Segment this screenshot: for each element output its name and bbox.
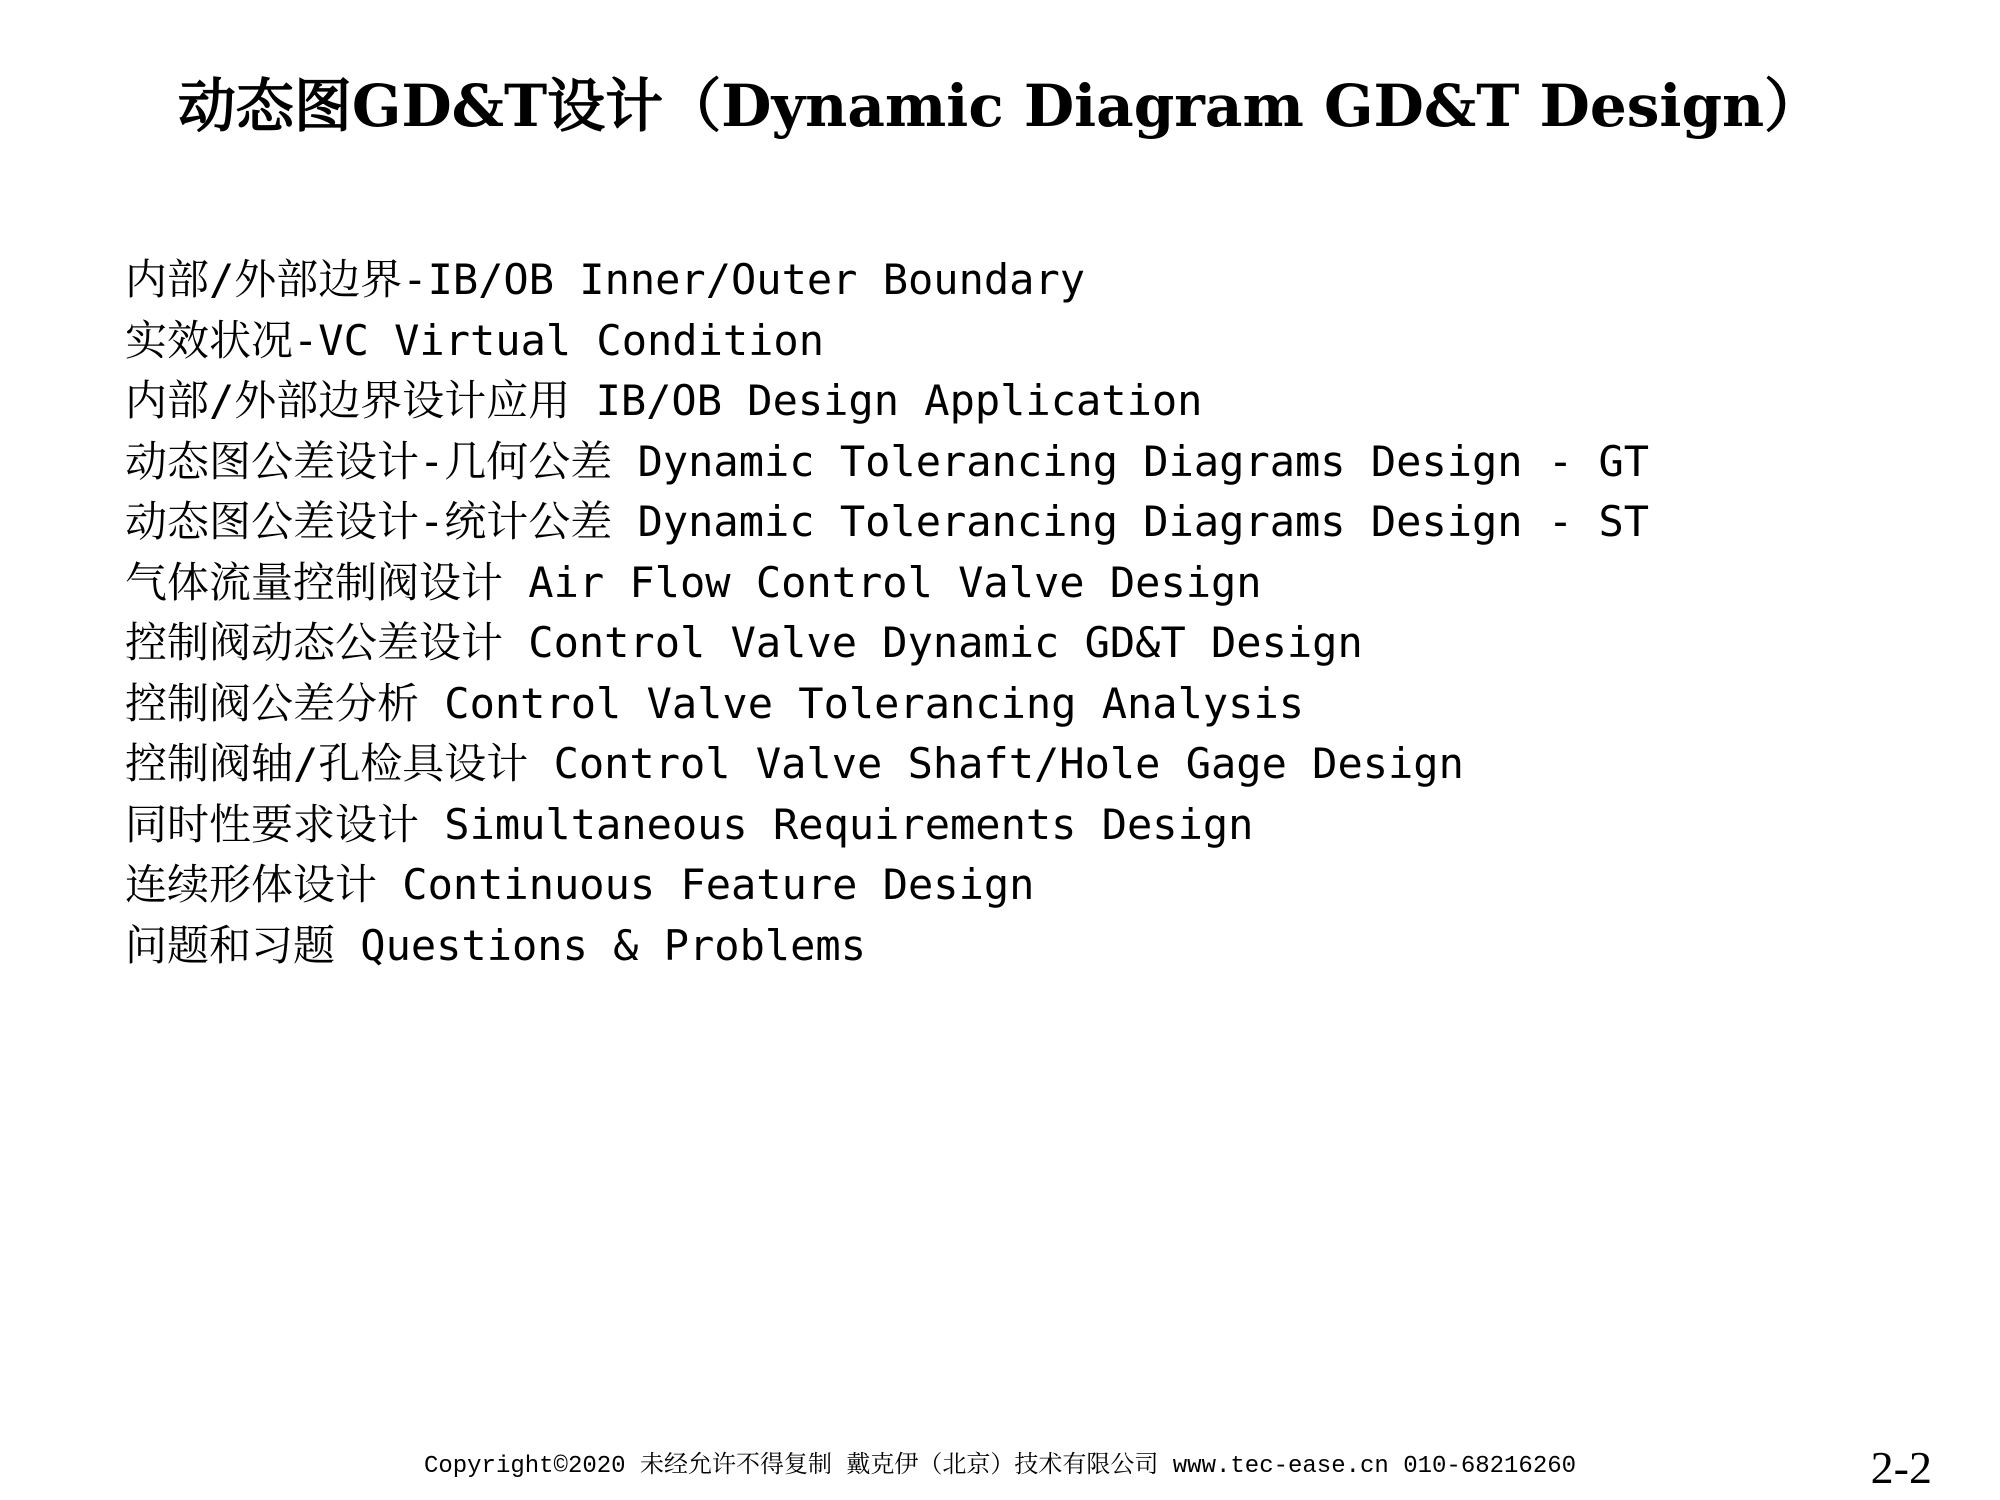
list-item: 控制阀公差分析 Control Valve Tolerancing Analysis [125, 678, 1305, 728]
slide-title: 动态图GD&T设计（Dynamic Diagram GD&T Design） [177, 72, 1823, 140]
list-item: 连续形体设计 Continuous Feature Design [125, 860, 1035, 909]
list-item: 内部/外部边界设计应用 IB/OB Design Application [125, 376, 1203, 425]
list-item: 控制阀轴/孔检具设计 Control Valve Shaft/Hole Gage Design [125, 739, 1464, 788]
copyright-footer: Copyright©2020 未经允许不得复制 戴克伊（北京）技术有限公司 www.tec-ease.cn 010-68216260 [423, 1453, 1577, 1480]
list-item: 实效状况-VC Virtual Condition [125, 315, 825, 365]
list-item: 气体流量控制阀设计 Air Flow Control Valve Design [125, 557, 1262, 607]
list-item: 内部/外部边界-IB/OB Inner/Outer Boundary [125, 255, 1086, 304]
list-item: 控制阀动态公差设计 Control Valve Dynamic GD&T Design [125, 618, 1363, 667]
list-item: 动态图公差设计-几何公差 Dynamic Tolerancing Diagrams Design - GT [125, 436, 1650, 486]
list-item: 同时性要求设计 Simultaneous Requirements Design [125, 799, 1254, 849]
contents-list [125, 250, 1649, 976]
list-item: 问题和习题 Questions & Problems [125, 920, 867, 970]
list-item: 动态图公差设计-统计公差 Dynamic Tolerancing Diagrams Design - ST [125, 497, 1650, 546]
page-number: 2-2 [1870, 1442, 1932, 1493]
